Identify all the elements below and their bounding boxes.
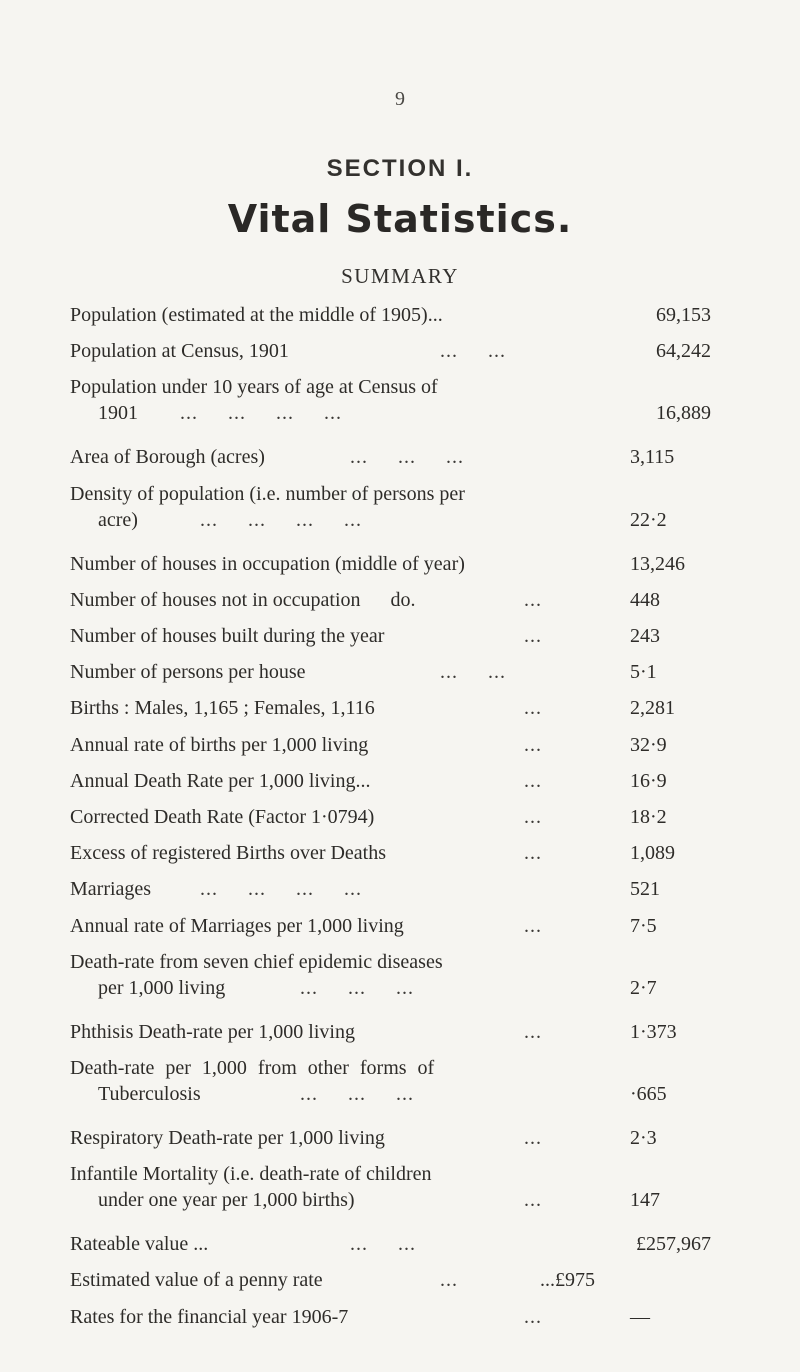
row-label: Excess of registered Births over Deaths — [70, 842, 387, 865]
row-leader-dots: ... — [524, 697, 542, 720]
row-leader-dots: ... — [440, 1269, 458, 1292]
row-value: 64,242 — [656, 340, 711, 363]
row-leader-dots: ... ... — [440, 340, 506, 363]
summary-row — [70, 302, 711, 328]
row-label: Infantile Mortality (i.e. death-rate of children — [70, 1163, 432, 1186]
row-value: 448 — [630, 588, 660, 611]
row-leader-dots: ... ... — [350, 1233, 416, 1256]
row-value: — — [630, 1305, 650, 1328]
summary-row — [70, 732, 670, 758]
page-title: Vital Statistics. — [227, 197, 573, 241]
row-label: Corrected Death Rate (Factor 1·0794) — [70, 806, 375, 828]
page-number: 9 — [395, 88, 405, 110]
summary-row — [70, 876, 670, 902]
row-leader-dots: ... — [524, 769, 542, 792]
row-leader-dots: ... — [524, 1305, 542, 1328]
summary-row — [70, 913, 670, 939]
row-value: 521 — [630, 878, 660, 901]
summary-row — [70, 659, 670, 685]
row-label: Rates for the financial year 1906-7 — [70, 1305, 349, 1328]
row-label: Marriages — [70, 878, 152, 901]
row-label: Population (estimated at the middle of 1905)... — [70, 304, 443, 326]
row-label-continuation: under one year per 1,000 births) — [98, 1189, 355, 1212]
row-leader-dots: ... — [524, 842, 542, 865]
row-label: Number of houses in occupation (middle of year) — [70, 552, 465, 575]
row-leader-dots: ... — [524, 914, 542, 937]
summary-row — [70, 587, 670, 613]
row-value: 32·9 — [630, 733, 667, 756]
row-value: ...£975 — [540, 1269, 595, 1292]
row-leader-dots: ... — [524, 1189, 542, 1212]
row-value: ·665 — [630, 1083, 667, 1105]
row-leader-dots: ... — [524, 625, 542, 647]
row-label: Area of Borough (acres) — [70, 446, 265, 469]
summary-row — [70, 1161, 670, 1213]
row-value: 147 — [630, 1189, 660, 1212]
row-label-continuation: per 1,000 living — [98, 976, 226, 999]
row-value: 243 — [630, 625, 660, 647]
row-value: 7·5 — [630, 914, 657, 937]
row-label: Annual Death Rate per 1,000 living... — [70, 769, 371, 792]
row-leader-dots: ... ... ... — [350, 446, 464, 469]
summary-row — [70, 444, 675, 470]
row-label-continuation: acre) — [98, 508, 138, 531]
row-leader-dots: ... — [524, 588, 542, 611]
summary-row — [70, 804, 670, 830]
row-value: 18·2 — [630, 806, 667, 828]
summary-row — [70, 481, 670, 533]
row-value: 13,246 — [630, 552, 685, 575]
summary-row — [70, 1019, 677, 1045]
row-value: 3,115 — [630, 446, 675, 469]
summary-row — [70, 1304, 670, 1330]
row-leader-dots: ... — [524, 806, 542, 828]
row-value: 1,089 — [630, 842, 675, 865]
row-leader-dots: ... — [524, 733, 542, 756]
row-label: Annual rate of births per 1,000 living — [70, 733, 369, 756]
row-value: 2·7 — [630, 976, 657, 999]
row-label: Phthisis Death-rate per 1,000 living — [70, 1020, 355, 1043]
row-value: 1·373 — [630, 1020, 677, 1043]
summary-row — [70, 1231, 711, 1257]
summary-row — [70, 949, 670, 1001]
summary-row — [70, 840, 675, 866]
row-label: Death-rate from seven chief epidemic diseases — [70, 950, 443, 973]
row-leader-dots: ... ... ... ... — [200, 508, 362, 531]
row-value: 16·9 — [630, 769, 667, 792]
row-label: Births : Males, 1,165 ; Females, 1,116 — [70, 697, 375, 720]
row-label: Annual rate of Marriages per 1,000 living — [70, 914, 404, 937]
row-label: Population under 10 years of age at Census of — [70, 376, 438, 399]
row-value: 22·2 — [630, 508, 667, 531]
row-leader-dots: ... ... — [440, 661, 506, 684]
summary-row — [70, 1267, 670, 1293]
row-label: Number of persons per house — [70, 661, 306, 684]
row-label-continuation: Tuberculosis — [98, 1083, 201, 1105]
row-label: Number of houses not in occupation do. — [70, 588, 416, 611]
section-heading: SECTION I. — [326, 155, 474, 182]
row-label: Respiratory Death-rate per 1,000 living — [70, 1127, 385, 1149]
row-value: 2·3 — [630, 1127, 657, 1149]
row-label: Population at Census, 1901 — [70, 340, 289, 363]
row-label: Estimated value of a penny rate — [70, 1269, 323, 1292]
row-value: 69,153 — [656, 304, 711, 326]
summary-row — [70, 374, 711, 426]
row-leader-dots: ... ... ... ... — [200, 878, 362, 901]
row-leader-dots: ... — [524, 1020, 542, 1043]
row-value: 16,889 — [656, 402, 711, 425]
row-value: 2,281 — [630, 697, 675, 720]
row-label: Density of population (i.e. number of persons per — [70, 482, 465, 505]
summary-heading: SUMMARY — [341, 264, 459, 288]
summary-row — [70, 1125, 670, 1151]
row-value: £257,967 — [636, 1233, 711, 1256]
row-label: Number of houses built during the year — [70, 625, 385, 647]
row-leader-dots: ... ... ... — [300, 976, 414, 999]
row-leader-dots: ... — [524, 1127, 542, 1149]
row-label-continuation: 1901 — [98, 402, 138, 425]
summary-row — [70, 768, 670, 794]
summary-row — [70, 1055, 670, 1107]
row-label: Rateable value ... — [70, 1233, 209, 1256]
row-label: Death-rate per 1,000 from other forms of — [70, 1057, 435, 1079]
summary-row — [70, 551, 685, 577]
summary-row — [70, 338, 711, 364]
row-leader-dots: ... ... ... — [300, 1083, 414, 1105]
row-leader-dots: ... ... ... ... — [180, 402, 342, 425]
summary-row — [70, 695, 675, 721]
row-value: 5·1 — [630, 661, 657, 684]
summary-row — [70, 623, 670, 649]
